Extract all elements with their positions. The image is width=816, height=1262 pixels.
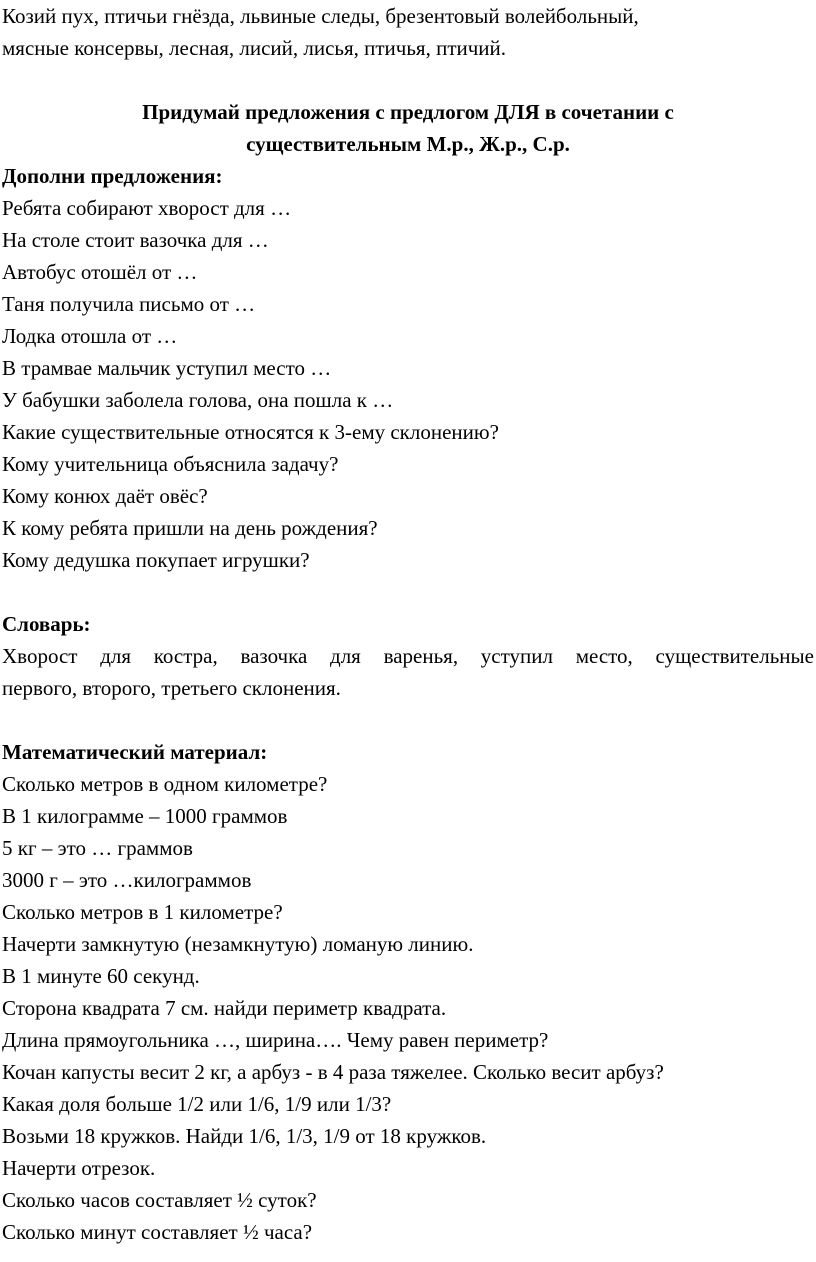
list-item: К кому ребята пришли на день рождения? — [2, 516, 378, 540]
math-list — [2, 768, 814, 1248]
list-item: Длина прямоугольника …, ширина…. Чему равен периметр? — [2, 1028, 549, 1052]
list-item: В 1 минуте 60 секунд. — [2, 964, 200, 988]
intro-line-2: мясные консервы, лесная, лисий, лисья, птичья, птичий. — [2, 36, 507, 60]
task-heading-line-1: Придумай предложения с предлогом ДЛЯ в сочетании с — [142, 100, 674, 124]
spacer — [2, 64, 814, 96]
dictionary-word: место, — [575, 644, 633, 668]
dictionary-word: костра, — [153, 644, 218, 668]
list-item: У бабушки заболела голова, она пошла к … — [2, 388, 394, 412]
list-item: Возьми 18 кружков. Найди 1/6, 1/3, 1/9 от 18 кружков. — [2, 1124, 487, 1148]
list-item: Кому дедушка покупает игрушки? — [2, 548, 310, 572]
complete-sentences-title: Дополни предложения: — [2, 164, 223, 188]
dictionary-word: уступил — [480, 644, 553, 668]
list-item: Ребята собирают хворост для … — [2, 196, 292, 220]
list-item: Сколько минут составляет ½ часа? — [2, 1220, 313, 1244]
intro-line-1: Козий пух, птичьи гнёзда, львиные следы, брезентовый волейбольный, — [2, 4, 639, 28]
dictionary-line-2: первого, второго, третьего склонения. — [2, 676, 341, 700]
spacer — [2, 576, 814, 608]
dictionary-word: вазочка — [240, 644, 308, 668]
list-item: Таня получила письмо от … — [2, 292, 256, 316]
list-item: 5 кг – это … граммов — [2, 836, 193, 860]
list-item: Сторона квадрата 7 см. найди периметр квадрата. — [2, 996, 447, 1020]
document-page — [2, 0, 814, 1248]
list-item: Кочан капусты весит 2 кг, а арбуз - в 4 раза тяжелее. Сколько весит арбуз? — [2, 1060, 664, 1084]
list-item: Сколько метров в 1 километре? — [2, 900, 283, 924]
dictionary-word: существительные — [655, 644, 814, 668]
list-item: Лодка отошла от … — [2, 324, 178, 348]
list-item: Кому учительница объяснила задачу? — [2, 452, 339, 476]
list-item: Сколько часов составляет ½ суток? — [2, 1188, 317, 1212]
complete-sentences-list — [2, 192, 814, 576]
dictionary-word: варенья, — [383, 644, 459, 668]
dictionary-line-1 — [2, 640, 814, 672]
list-item: Автобус отошёл от … — [2, 260, 198, 284]
list-item: Сколько метров в одном километре? — [2, 772, 328, 796]
list-item: В трамвае мальчик уступил место … — [2, 356, 332, 380]
list-item: Какая доля больше 1/2 или 1/6, 1/9 или 1/3? — [2, 1092, 392, 1116]
list-item: Начерти отрезок. — [2, 1156, 156, 1180]
math-title: Математический материал: — [2, 740, 268, 764]
spacer — [2, 704, 814, 736]
list-item: Кому конюх даёт овёс? — [2, 484, 208, 508]
list-item: На столе стоит вазочка для … — [2, 228, 269, 252]
dictionary-word: Хворост — [2, 644, 78, 668]
list-item: Какие существительные относятся к 3-ему склонению? — [2, 420, 499, 444]
dictionary-word: для — [330, 644, 361, 668]
dictionary-title: Словарь: — [2, 612, 91, 636]
dictionary-word: для — [100, 644, 132, 668]
list-item: Начерти замкнутую (незамкнутую) ломаную линию. — [2, 932, 474, 956]
task-heading-line-2: существительным М.р., Ж.р., С.р. — [246, 132, 570, 156]
list-item: В 1 килограмме – 1000 граммов — [2, 804, 288, 828]
list-item: 3000 г – это …килограммов — [2, 868, 252, 892]
